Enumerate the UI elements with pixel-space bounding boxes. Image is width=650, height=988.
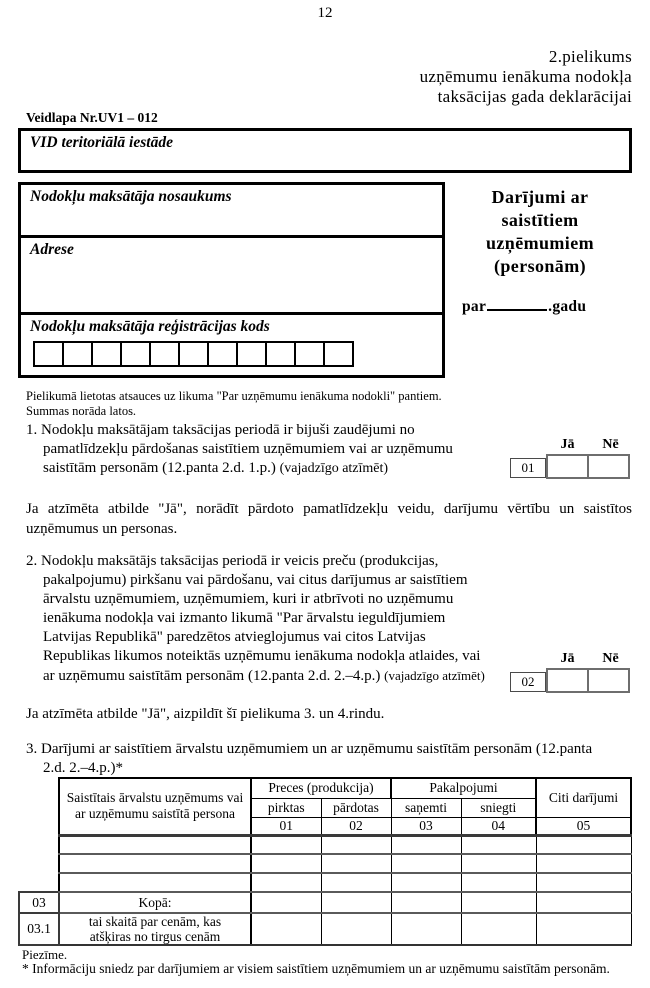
address-field[interactable] [21, 238, 442, 315]
spacer-cell [19, 854, 59, 873]
page-number: 12 [317, 5, 333, 21]
reg-code-cells [33, 341, 442, 367]
taxpayer-name-field[interactable] [21, 185, 442, 238]
text-line: pamatlīdzekļu pārdošanas saistītiem uzņēmumiem vai ar uzņēmumu [43, 441, 453, 457]
reg-code-cell[interactable] [120, 341, 151, 367]
value-cell[interactable] [321, 835, 391, 854]
q1-no-checkbox[interactable] [587, 454, 630, 479]
mark-instruction: (vajadzīgo atzīmēt) [279, 461, 389, 476]
taxpayer-name-label: Nodokļu maksātāja nosaukums [30, 188, 232, 205]
form-number: Veidlapa Nr.UV1 – 012 [26, 110, 158, 125]
text-line: Republikas likumos noteiktās uzņēmumu ienākuma nodokļa atlaides, vai [43, 648, 481, 664]
text-line: tai skaitā par cenām, kas [88, 914, 222, 929]
total-row-label: Kopā: [59, 892, 251, 913]
reg-code-label: Nodokļu maksātāja reģistrācijas kods [30, 318, 270, 335]
reg-code-cell[interactable] [236, 341, 267, 367]
sub-header-received: saņemti [391, 798, 461, 817]
spacer-cell [19, 835, 59, 854]
text-line: 2. Nodokļu maksātājs taksācijas periodā ir veicis preču (produkcijas, [26, 553, 439, 569]
value-cell[interactable] [391, 854, 461, 873]
question-3 [26, 740, 632, 778]
annex-line: 2.pielikums [548, 47, 632, 66]
title-line: uzņēmumiem [486, 233, 594, 253]
form-title [448, 186, 632, 318]
row-code-total: 03 [19, 892, 59, 913]
year-suffix: .gadu [548, 298, 587, 315]
sub-header-bought: pirktas [251, 798, 321, 817]
reg-code-cell[interactable] [294, 341, 325, 367]
intro-note [26, 389, 442, 418]
text-line: 2.d. 2.–4.p.)* [43, 760, 123, 776]
value-cell[interactable] [321, 913, 391, 945]
vid-office-label: VID teritoriālā iestāde [30, 134, 173, 151]
text-line: pakalpojumu) pirkšanu vai pārdošanu, vai citus darījumus ar saistītiem [43, 572, 468, 588]
taxpayer-box [18, 182, 445, 378]
q2-yes-checkbox[interactable] [546, 668, 589, 693]
subtotal-row-label [59, 913, 251, 945]
year-blank-field[interactable] [487, 297, 547, 311]
yes-label: Jā [560, 651, 575, 666]
value-cell[interactable] [251, 854, 321, 873]
value-cell[interactable] [536, 873, 631, 892]
text-line: 3. Darījumi ar saistītiem ārvalstu uzņēmumiem un ar uzņēmumu saistītām personām (12.panta [26, 741, 593, 757]
footnote: * Informāciju sniedz par darījumiem ar visiem saistītiem uzņēmumiem un ar uzņēmumu saistītām personām. [22, 961, 610, 976]
title-line: saistītiem [501, 210, 579, 230]
annex-line: taksācijas gada deklarācijai [437, 87, 632, 106]
value-cell[interactable] [536, 835, 631, 854]
text-line [26, 666, 526, 686]
col-group-goods: Preces (produkcija) [251, 778, 391, 798]
title-line: Darījumi ar [491, 187, 589, 207]
year-prefix: par [462, 298, 487, 315]
q2-row-code: 02 [510, 672, 546, 692]
text-segment: saistītām personām (12.panta 2.d. 1.p.) [43, 460, 276, 476]
note-after-q1 [26, 499, 632, 539]
related-transactions-table [18, 777, 632, 946]
col-header-persona: Saistītais ārvalstu uzņēmums vai ar uzņēmumu saistītā persona [59, 778, 251, 835]
question-2 [26, 552, 526, 686]
value-cell[interactable] [251, 892, 321, 913]
text-line: atšķiras no tirgus cenām [89, 929, 221, 944]
q1-yes-no-labels [546, 437, 632, 454]
text-line: Latvijas Republikā" paredzētos atvieglojumus vai citos Latvijas [43, 629, 426, 645]
no-label: Nē [602, 437, 619, 452]
col-header-other: Citi darījumi [536, 778, 631, 817]
spacer-cell [19, 798, 59, 817]
value-cell[interactable] [391, 913, 461, 945]
text-line: uzņēmumus un personas. [26, 521, 178, 537]
note-after-q2: Ja atzīmēta atbilde "Jā", aizpildīt šī pielikuma 3. un 4.rindu. [26, 706, 385, 722]
value-cell[interactable] [251, 913, 321, 945]
reg-code-cell[interactable] [207, 341, 238, 367]
q1-yes-no-block [510, 437, 634, 479]
value-cell[interactable] [536, 892, 631, 913]
reg-code-cell[interactable] [178, 341, 209, 367]
address-label: Adrese [30, 241, 74, 258]
col-code: 01 [251, 817, 321, 835]
text-line: ienākuma nodokļa vai izmanto likumā "Par ārvalstu ieguldījumiem [43, 610, 446, 626]
value-cell[interactable] [321, 873, 391, 892]
q2-answer-row [510, 668, 634, 693]
reg-code-cell[interactable] [91, 341, 122, 367]
q1-row-code: 01 [510, 458, 546, 478]
value-cell[interactable] [251, 835, 321, 854]
reg-code-cell[interactable] [33, 341, 64, 367]
vid-territorial-office-field[interactable] [18, 128, 632, 173]
intro-line: Summas norāda latos. [26, 403, 137, 418]
spacer-cell [19, 817, 59, 835]
reg-code-cell[interactable] [265, 341, 296, 367]
text-line [26, 459, 506, 478]
q2-yes-no-block [510, 651, 634, 693]
col-code: 02 [321, 817, 391, 835]
reg-code-section [21, 315, 442, 375]
note-title: Piezīme. [22, 947, 68, 962]
col-code: 03 [391, 817, 461, 835]
value-cell[interactable] [391, 873, 461, 892]
reg-code-cell[interactable] [323, 341, 354, 367]
year-line [448, 295, 632, 318]
persona-input-cell[interactable] [59, 835, 251, 854]
text-line: 1. Nodokļu maksātājam taksācijas periodā ir bijuši zaudējumi no [26, 422, 415, 438]
annex-line: uzņēmumu ienākuma nodokļa [419, 67, 632, 86]
text-segment: ar uzņēmumu saistītām personām (12.panta 2.d. 2.–4.p.) [43, 668, 381, 684]
question-1 [26, 421, 506, 478]
value-cell[interactable] [251, 873, 321, 892]
text-line: ārvalstu uzņēmumiem, uzņēmumiem, kuri ir atbrīvoti no uzņēmumu [43, 591, 454, 607]
reg-code-cell[interactable] [149, 341, 180, 367]
col-group-services: Pakalpojumi [391, 778, 536, 798]
mark-instruction: (vajadzīgo atzīmēt) [384, 668, 485, 683]
sub-header-sold: pārdotas [321, 798, 391, 817]
annex-heading [420, 47, 632, 107]
value-cell[interactable] [461, 873, 536, 892]
q1-answer-row [510, 454, 634, 479]
q1-yes-checkbox[interactable] [546, 454, 589, 479]
text-line: Ja atzīmēta atbilde "Jā", norādīt pārdoto pamatlīdzekļu veidu, darījumu vērtību un saistītos [26, 501, 632, 517]
value-cell[interactable] [536, 913, 631, 945]
intro-line: Pielikumā lietotas atsauces uz likuma "Par uzņēmumu ienākuma nodokli" pantiem. [26, 389, 442, 403]
persona-input-cell[interactable] [59, 873, 251, 892]
sub-header-provided: sniegti [461, 798, 536, 817]
value-cell[interactable] [461, 892, 536, 913]
q2-yes-no-labels [546, 651, 632, 668]
no-label: Nē [602, 651, 619, 666]
title-line: (personām) [494, 256, 586, 276]
q2-no-checkbox[interactable] [587, 668, 630, 693]
value-cell[interactable] [391, 835, 461, 854]
col-code: 04 [461, 817, 536, 835]
value-cell[interactable] [536, 854, 631, 873]
yes-label: Jā [560, 437, 575, 452]
value-cell[interactable] [321, 854, 391, 873]
value-cell[interactable] [461, 913, 536, 945]
value-cell[interactable] [391, 892, 461, 913]
spacer-cell [19, 873, 59, 892]
value-cell[interactable] [321, 892, 391, 913]
col-code: 05 [536, 817, 631, 835]
value-cell[interactable] [461, 835, 536, 854]
spacer-cell [19, 778, 59, 798]
reg-code-cell[interactable] [62, 341, 93, 367]
persona-input-cell[interactable] [59, 854, 251, 873]
value-cell[interactable] [461, 854, 536, 873]
row-code-subtotal: 03.1 [19, 913, 59, 945]
